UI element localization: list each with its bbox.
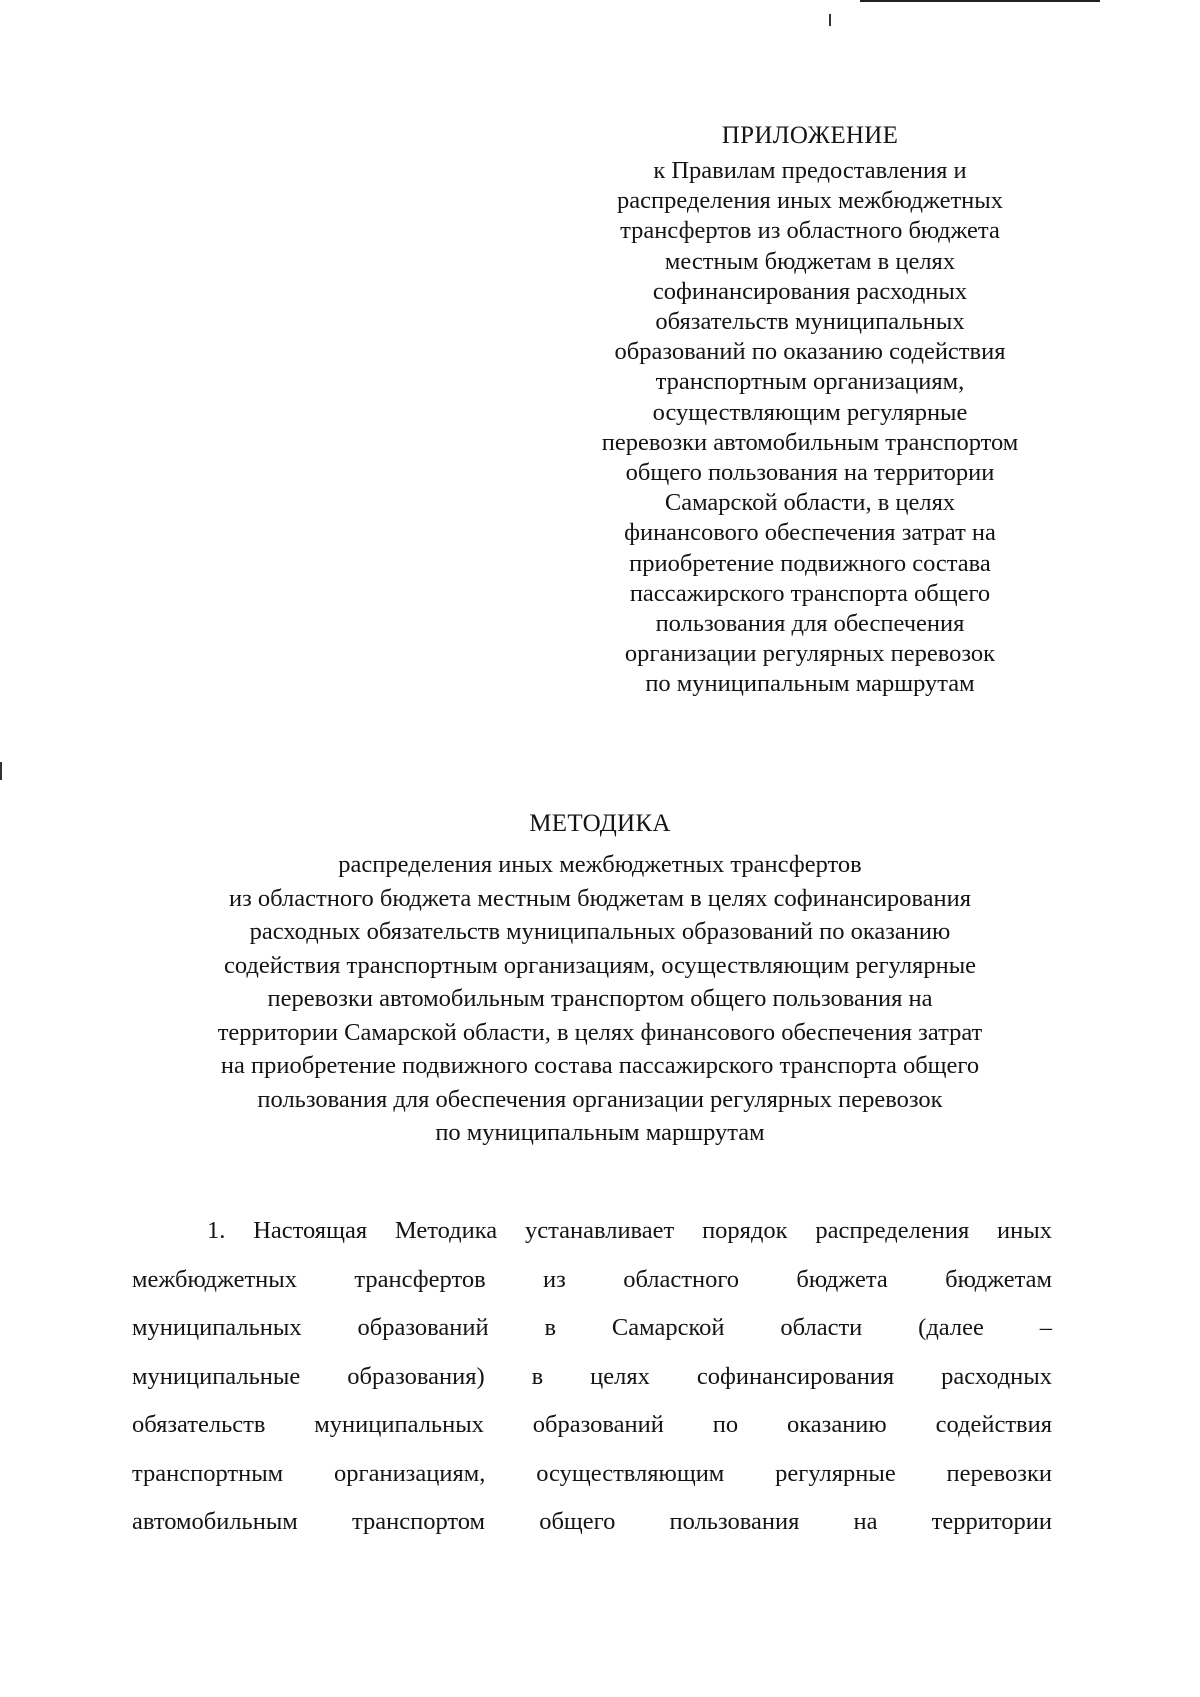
methodology-subtitle-line: расходных обязательств муниципальных образований по оказанию	[249, 918, 951, 945]
appendix-line: транспортным организациям,	[655, 368, 965, 396]
appendix-line: образований по оказанию содействия	[614, 338, 1006, 366]
methodology-subtitle-line: по муниципальным маршрутам	[435, 1119, 765, 1146]
appendix-line: общего пользования на территории	[625, 459, 995, 487]
methodology-heading	[100, 808, 1100, 1150]
appendix-line: организации регулярных перевозок	[624, 640, 996, 668]
appendix-line: софинансирования расходных	[652, 277, 968, 305]
appendix-line: приобретение подвижного состава	[629, 549, 991, 577]
scan-artifact-mark	[829, 14, 831, 26]
appendix-block	[560, 120, 1060, 700]
methodology-subtitle-line: пользования для обеспечения организации регулярных перевозок	[257, 1085, 943, 1113]
appendix-line: местным бюджетам в целях	[664, 247, 956, 275]
paragraph-line: межбюджетных трансфертов из областного бюджета бюджетам	[132, 1265, 1052, 1293]
scan-artifact-top-line	[860, 0, 1100, 2]
methodology-subtitle-line: перевозки автомобильным транспортом общего пользования на	[267, 985, 933, 1012]
appendix-title: ПРИЛОЖЕНИЕ	[721, 122, 899, 149]
paragraph-line: муниципальные образования) в целях софинансирования расходных	[132, 1362, 1052, 1390]
paragraph-line: транспортным организациям, осуществляющим регулярные перевозки	[132, 1459, 1052, 1487]
appendix-line: перевозки автомобильным транспортом	[601, 428, 1019, 456]
body-paragraph	[132, 1207, 1052, 1547]
appendix-line: осуществляющим регулярные	[652, 398, 968, 426]
methodology-subtitle-line: территории Самарской области, в целях финансового обеспечения затрат	[217, 1018, 983, 1046]
appendix-line: обязательств муниципальных	[655, 308, 965, 336]
appendix-line: финансового обеспечения затрат на	[624, 519, 996, 547]
scan-artifact-mark	[0, 762, 2, 780]
appendix-line: к Правилам предоставления и	[653, 157, 967, 184]
methodology-subtitle-line: содействия транспортным организациям, осуществляющим регулярные	[223, 951, 977, 979]
methodology-subtitle-line: распределения иных межбюджетных трансфертов	[338, 851, 862, 878]
appendix-line: пользования для обеспечения	[655, 610, 965, 638]
paragraph-line: 1. Настоящая Методика устанавливает порядок распределения иных	[207, 1217, 1052, 1244]
paragraph-line: обязательств муниципальных образований по оказанию содействия	[132, 1411, 1052, 1438]
appendix-line: трансфертов из областного бюджета	[620, 217, 1000, 245]
appendix-line: распределения иных межбюджетных	[616, 187, 1003, 215]
paragraph-line: автомобильным транспортом общего пользования на территории	[132, 1508, 1052, 1535]
paragraph-line: муниципальных образований в Самарской области (далее –	[132, 1314, 1052, 1341]
methodology-subtitle-line: из областного бюджета местным бюджетам в целях софинансирования	[229, 884, 971, 912]
appendix-line: пассажирского транспорта общего	[629, 579, 991, 607]
methodology-subtitle-line: на приобретение подвижного состава пассажирского транспорта общего	[220, 1052, 980, 1079]
methodology-title: МЕТОДИКА	[529, 810, 671, 837]
appendix-line: по муниципальным маршрутам	[645, 670, 975, 698]
appendix-line: Самарской области, в целях	[664, 489, 956, 517]
